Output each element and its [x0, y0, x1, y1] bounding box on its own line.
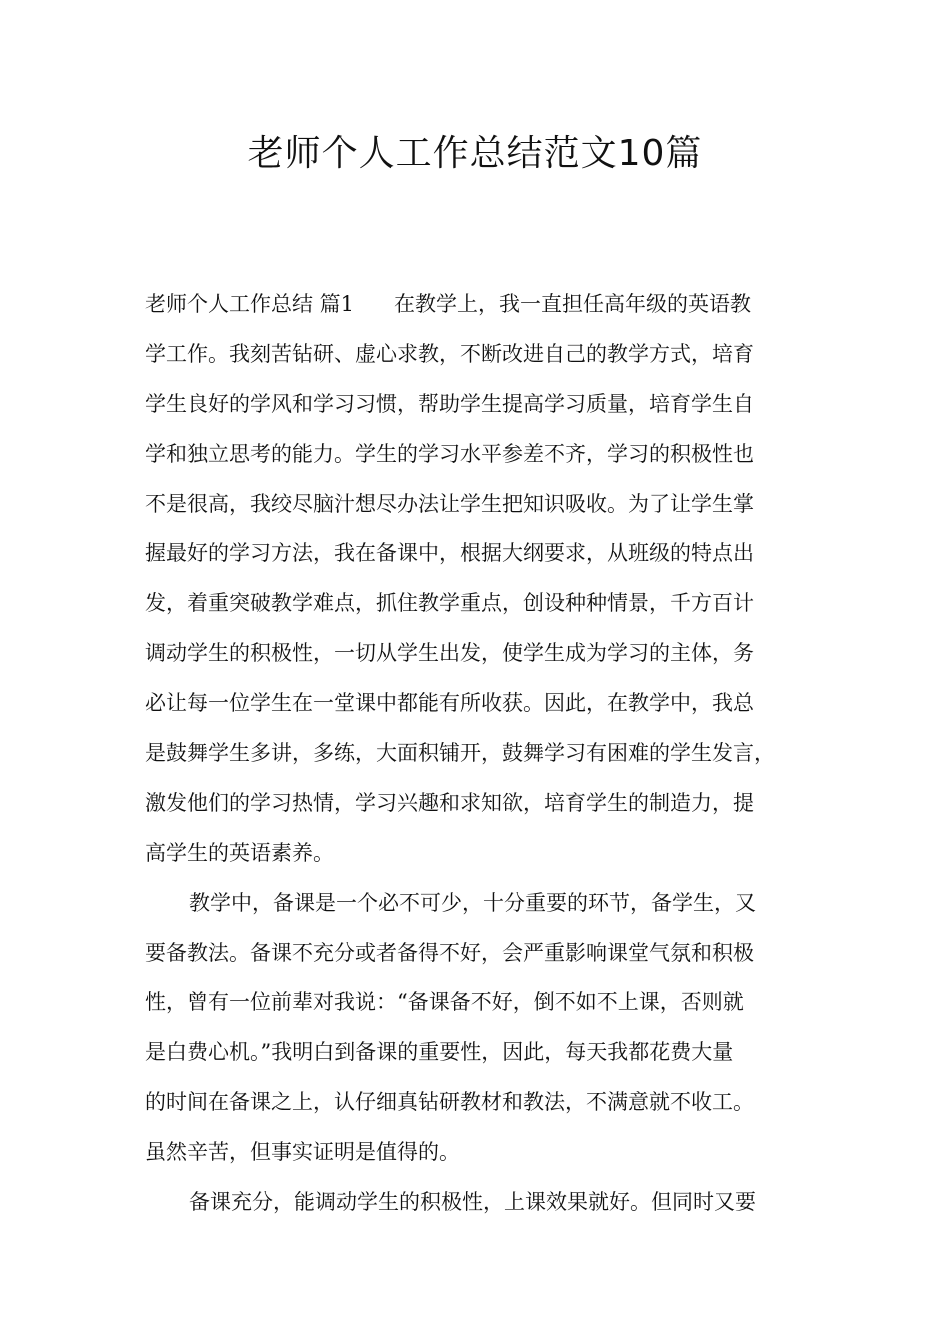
paragraph-line: 备课充分，能调动学生的积极性，上课效果就好。但同时又要: [189, 1190, 756, 1215]
paragraph-line: 激发他们的学习热情，学习兴趣和求知欲，培育学生的制造力，提: [145, 790, 754, 815]
document-body: [145, 280, 825, 1228]
paragraph-text: 在教学上，我一直担任高年级的英语教: [394, 292, 752, 316]
paragraph-line: 发，着重突破教学难点，抓住教学重点，创设种种情景，千方百计: [145, 591, 754, 616]
paragraph-line: 教学中，备课是一个必不可少，十分重要的环节，备学生，又: [189, 890, 756, 915]
paragraph-line: 学和独立思考的能力。学生的学习水平参差不齐，学习的积极性也: [145, 441, 754, 466]
paragraph-line: 不是很高，我绞尽脑汁想尽办法让学生把知识吸收。为了让学生掌: [145, 491, 754, 516]
paragraph-line: 必让每一位学生在一堂课中都能有所收获。因此，在教学中，我总: [145, 691, 754, 716]
paragraph-line: 要备教法。备课不充分或者备得不好，会严重影响课堂气氛和积极: [145, 940, 754, 965]
paragraph-line: 的时间在备课之上，认仔细真钻研教材和教法，不满意就不收工。: [145, 1090, 754, 1115]
paragraph-line: 是鼓舞学生多讲，多练，大面积铺开，鼓舞学习有困难的学生发言，: [145, 741, 775, 766]
paragraph-line: [145, 280, 825, 330]
paragraph-line: 性，曾有一位前辈对我说：“备课备不好，倒不如不上课，否则就: [145, 990, 744, 1015]
document-title: 老师个人工作总结范文10篇: [247, 133, 703, 174]
paragraph-line: 学工作。我刻苦钻研、虚心求教，不断改进自己的教学方式，培育: [145, 341, 754, 366]
paragraph-line: 学生良好的学风和学习习惯，帮助学生提高学习质量，培育学生自: [145, 391, 754, 416]
paragraph-line: 虽然辛苦，但事实证明是值得的。: [145, 1140, 460, 1165]
paragraph-line: 调动学生的积极性，一切从学生出发，使学生成为学习的主体，务: [145, 641, 754, 666]
section-heading: 老师个人工作总结 篇1: [145, 292, 355, 316]
paragraph-line: 握最好的学习方法，我在备课中，根据大纲要求，从班级的特点出: [145, 541, 754, 566]
paragraph-line: 高学生的英语素养。: [145, 840, 334, 865]
paragraph-line: 是白费心机。”我明白到备课的重要性，因此，每天我都花费大量: [145, 1040, 734, 1065]
